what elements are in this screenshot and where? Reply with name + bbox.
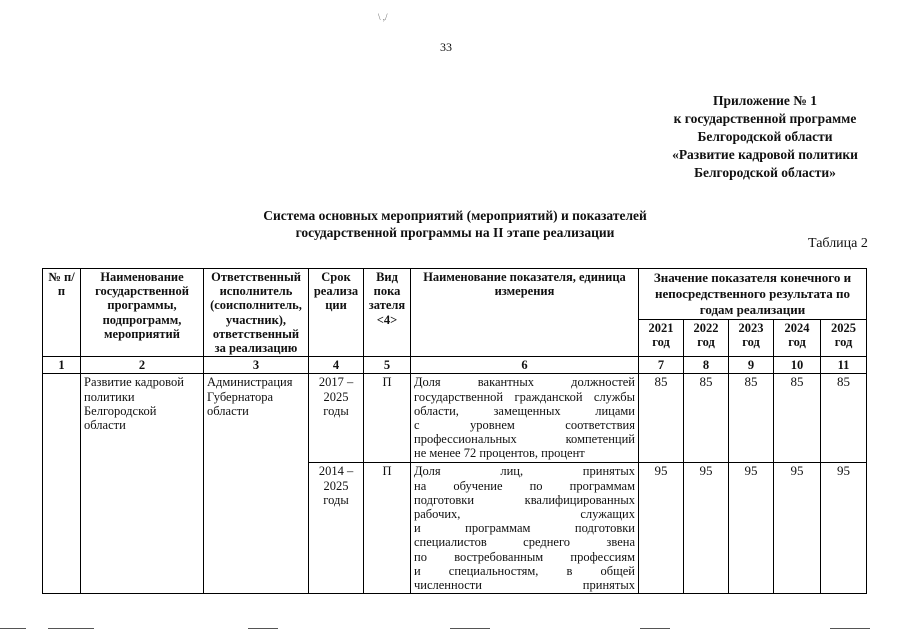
- term-cell: 2014 – 2025 годы: [309, 463, 364, 594]
- appendix-line: «Развитие кадровой политики: [672, 147, 858, 162]
- indicator-line: профессиональных компетенций: [414, 432, 635, 447]
- document-title: [160, 207, 750, 241]
- value-cell: 95: [729, 463, 774, 594]
- scan-edge-mark: [450, 628, 490, 629]
- table-row: [43, 374, 867, 463]
- column-number: 4: [309, 357, 364, 374]
- program-executor-cell: Администрация Губернатора области: [204, 374, 309, 594]
- scan-edge-mark: [830, 628, 870, 629]
- column-number: 10: [774, 357, 821, 374]
- scan-edge-mark: [640, 628, 670, 629]
- title-line-1: Система основных мероприятий (мероприятий) и показателей: [263, 208, 647, 223]
- header-executor: Ответственный исполнитель (соисполнитель, участник), ответственный за реализацию: [204, 269, 309, 357]
- indicator-line: не менее 72 процентов, процент: [414, 446, 585, 461]
- indicator-line: рабочих, служащих: [414, 507, 635, 522]
- header-indicator: Наименование показателя, единица измерения: [411, 269, 639, 357]
- indicator-line: по востребованным профессиям: [414, 549, 635, 564]
- indicator-line: численности принятых: [414, 578, 635, 593]
- header-year: 2021 год: [639, 320, 684, 357]
- scan-edge-mark: [0, 628, 26, 629]
- value-cell: 95: [821, 463, 867, 594]
- type-cell: П: [364, 463, 411, 594]
- column-number: 3: [204, 357, 309, 374]
- header-year: 2023 год: [729, 320, 774, 357]
- header-type: Вид пока зателя <4>: [364, 269, 411, 357]
- indicator-line: государственной гражданской службы: [414, 389, 635, 404]
- indicator-line: Доля лиц, принятых: [414, 464, 635, 479]
- indicator-cell: [411, 463, 639, 594]
- column-number: 6: [411, 357, 639, 374]
- value-cell: 85: [774, 374, 821, 463]
- value-cell: 95: [774, 463, 821, 594]
- indicator-line: области, замещенных лицами: [414, 403, 635, 418]
- value-cell: 95: [684, 463, 729, 594]
- term-cell: 2017 – 2025 годы: [309, 374, 364, 463]
- header-term: Срок реализа ции: [309, 269, 364, 357]
- header-num: № п/п: [43, 269, 81, 357]
- value-cell: 85: [639, 374, 684, 463]
- column-number: 1: [43, 357, 81, 374]
- indicator-line: и специальностям, в общей: [414, 563, 635, 578]
- indicator-cell: [411, 374, 639, 463]
- program-num-cell: [43, 374, 81, 594]
- header-year: 2022 год: [684, 320, 729, 357]
- header-year: 2024 год: [774, 320, 821, 357]
- value-cell: 85: [729, 374, 774, 463]
- value-cell: 85: [821, 374, 867, 463]
- header-row-1: [43, 269, 867, 320]
- value-cell: 95: [639, 463, 684, 594]
- column-number: 11: [821, 357, 867, 374]
- value-cell: 85: [684, 374, 729, 463]
- appendix-line: Белгородской области»: [694, 165, 836, 180]
- header-year: 2025 год: [821, 320, 867, 357]
- column-numbers-row: [43, 357, 867, 374]
- column-number: 8: [684, 357, 729, 374]
- header-name: Наименование государственной программы, подпрограмм, мероприятий: [81, 269, 204, 357]
- column-number: 7: [639, 357, 684, 374]
- table-label: Таблица 2: [808, 236, 868, 251]
- indicator-line: с уровнем соответствия: [414, 418, 635, 433]
- appendix-line: Белгородской области: [697, 129, 833, 144]
- indicator-line: подготовки квалифицированных: [414, 492, 635, 507]
- indicator-line: специалистов среднего звена: [414, 535, 635, 550]
- appendix-line: Приложение № 1: [713, 93, 817, 108]
- column-number: 2: [81, 357, 204, 374]
- type-cell: П: [364, 374, 411, 463]
- column-number: 9: [729, 357, 774, 374]
- header-values-group: Значение показателя конечного и непосредственного результата по годам реализации: [639, 269, 867, 320]
- title-line-2: государственной программы на II этапе реализации: [295, 225, 615, 240]
- scan-edge-mark: [248, 628, 278, 629]
- indicator-line: и программам подготовки: [414, 521, 635, 536]
- scan-mark: \ ,/: [378, 12, 388, 22]
- appendix-line: к государственной программе: [673, 111, 857, 126]
- indicator-line: Доля вакантных должностей: [414, 375, 635, 390]
- column-number: 5: [364, 357, 411, 374]
- indicators-table: [42, 268, 867, 594]
- scan-edge-mark: [48, 628, 94, 629]
- appendix-header: [620, 92, 905, 182]
- page-number: 33: [440, 40, 452, 54]
- indicator-line: на обучение по программам: [414, 478, 635, 493]
- program-name-cell: Развитие кадровой политики Белгородской области: [81, 374, 204, 594]
- scan-edge-marks: [0, 628, 905, 630]
